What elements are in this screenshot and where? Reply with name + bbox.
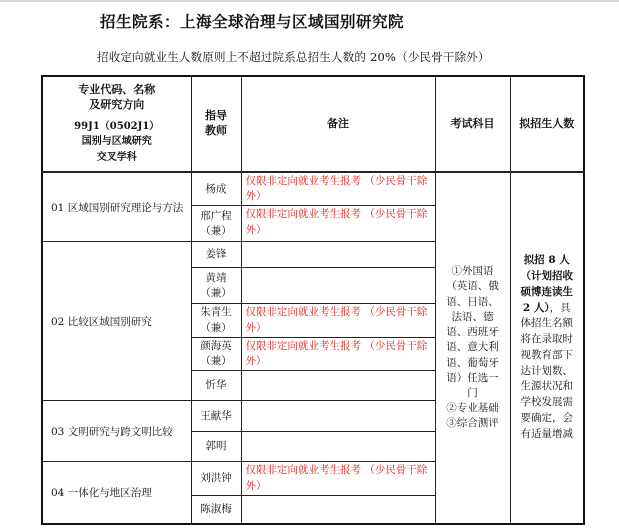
remark-cell: 仅限非定向就业考生报考 （少民骨干除外） bbox=[241, 337, 435, 370]
tutor-cell bbox=[191, 242, 241, 268]
tutor-name: 朱青生 bbox=[200, 306, 232, 319]
quota-line: 学校发展需 bbox=[520, 396, 573, 409]
tutor-name: 刘洪钟 bbox=[200, 472, 232, 485]
quota-line: （计划招收 bbox=[520, 270, 573, 283]
quota-cell bbox=[510, 172, 584, 524]
exam-line: 语、日语、 bbox=[446, 295, 499, 308]
tutor-name: 王献华 bbox=[200, 409, 232, 422]
subject-name-2: 交叉学科 bbox=[96, 151, 137, 163]
direction-01: 01 区域国别研究理论与方法 bbox=[42, 172, 191, 242]
tutor-name: 陈淑梅 bbox=[200, 502, 232, 515]
tutor-name: 姜锋 bbox=[205, 248, 227, 261]
quota-line: 拟招 8 人 bbox=[523, 254, 570, 267]
header-major-title-1: 专业代码、名称 bbox=[78, 82, 156, 96]
quota-line: 体招生名额 bbox=[520, 317, 573, 330]
major-code: 99J1（0502J1） bbox=[74, 120, 160, 132]
header-major-title-2: 及研究方向 bbox=[89, 97, 145, 111]
header-tutor-1: 指导 bbox=[205, 109, 227, 123]
direction-04: 04 一体化与地区治理 bbox=[42, 462, 191, 524]
quota-line-bold: 2 人） bbox=[522, 301, 550, 314]
page-title: 招生院系：上海全球治理与区域国别研究院 bbox=[100, 12, 405, 31]
subject-name-1: 国别与区域研究 bbox=[81, 136, 152, 148]
quota-line: 硕博连读生 bbox=[520, 285, 573, 298]
tutor-cell bbox=[191, 401, 241, 432]
tutor-cell bbox=[191, 462, 241, 496]
remark-cell: 仅限非定向就业考生报考 （少民骨干除外） bbox=[241, 462, 435, 496]
admission-table bbox=[41, 75, 585, 525]
quota-line: 有适量增减 bbox=[520, 427, 573, 440]
quota-line: 达计划数、 bbox=[520, 364, 573, 377]
quota-line: 要确定，会 bbox=[520, 411, 573, 424]
tutor-cell bbox=[191, 172, 241, 206]
exam-line: 门 bbox=[467, 386, 478, 399]
remark-cell bbox=[241, 401, 435, 432]
remark-cell bbox=[241, 371, 435, 401]
exam-line: ①外国语 bbox=[451, 265, 494, 278]
direction-03: 03 文明研究与跨文明比较 bbox=[42, 401, 191, 462]
tutor-cell bbox=[191, 496, 241, 524]
remark-cell: 仅限非定向就业考生报考 （少民骨干除外） bbox=[241, 304, 435, 337]
tutor-note: （兼） bbox=[200, 355, 232, 368]
tutor-name: 邢广程 bbox=[200, 209, 232, 222]
remark-cell bbox=[241, 496, 435, 524]
quota-line-rest: ，具 bbox=[549, 301, 571, 314]
exam-subjects-cell bbox=[435, 172, 510, 524]
exam-line: 语、意大利 bbox=[446, 341, 499, 354]
tutor-note: （兼） bbox=[200, 321, 232, 334]
exam-line: 语、西班牙 bbox=[446, 326, 499, 339]
header-exam: 考试科目 bbox=[435, 76, 510, 172]
quota-note: 招收定向就业生人数原则上不超过院系总招生人数的 20%（少民骨干除外） bbox=[97, 50, 490, 64]
tutor-name: 郭明 bbox=[205, 440, 227, 453]
tutor-name: 忻华 bbox=[205, 379, 227, 392]
tutor-cell bbox=[191, 304, 241, 337]
top-border bbox=[0, 0, 619, 2]
remark-cell bbox=[241, 268, 435, 304]
exam-line: 语）任选一 bbox=[446, 371, 499, 384]
tutor-cell bbox=[191, 337, 241, 370]
tutor-cell bbox=[191, 268, 241, 304]
tutor-note: （兼） bbox=[200, 286, 232, 299]
exam-line: ③综合测评 bbox=[446, 417, 499, 430]
quota-line: 将在录取时 bbox=[520, 333, 573, 346]
remark-cell bbox=[241, 242, 435, 268]
header-remark: 备注 bbox=[241, 76, 435, 172]
tutor-name: 颜海英 bbox=[200, 339, 232, 352]
tutor-cell bbox=[191, 371, 241, 401]
header-major bbox=[42, 76, 191, 172]
table-header-row bbox=[42, 76, 584, 172]
remark-cell bbox=[241, 432, 435, 462]
remark-cell: 仅限非定向就业考生报考 （少民骨干除外） bbox=[241, 172, 435, 206]
tutor-cell bbox=[191, 206, 241, 242]
tutor-cell bbox=[191, 432, 241, 462]
tutor-name: 黄靖 bbox=[205, 271, 227, 284]
header-quota: 拟招生人数 bbox=[510, 76, 584, 172]
remark-cell: 仅限非定向就业考生报考 （少民骨干除外） bbox=[241, 206, 435, 242]
exam-line: ②专业基础 bbox=[446, 402, 499, 415]
header-tutor-2: 教师 bbox=[205, 124, 227, 137]
table-row bbox=[42, 172, 584, 206]
exam-line: 语、葡萄牙 bbox=[446, 356, 499, 369]
quota-line: 视教育部下 bbox=[520, 348, 573, 361]
quota-line bbox=[517, 301, 578, 317]
tutor-name: 杨成 bbox=[205, 182, 227, 195]
tutor-note: （兼） bbox=[200, 224, 232, 237]
header-code-block bbox=[43, 119, 191, 166]
direction-02: 02 比较区域国别研究 bbox=[42, 242, 191, 401]
quota-line: 生源状况和 bbox=[520, 380, 573, 393]
header-tutor bbox=[191, 76, 241, 172]
exam-line: （英语、俄 bbox=[446, 280, 499, 293]
exam-line: 法语、德 bbox=[451, 310, 494, 323]
